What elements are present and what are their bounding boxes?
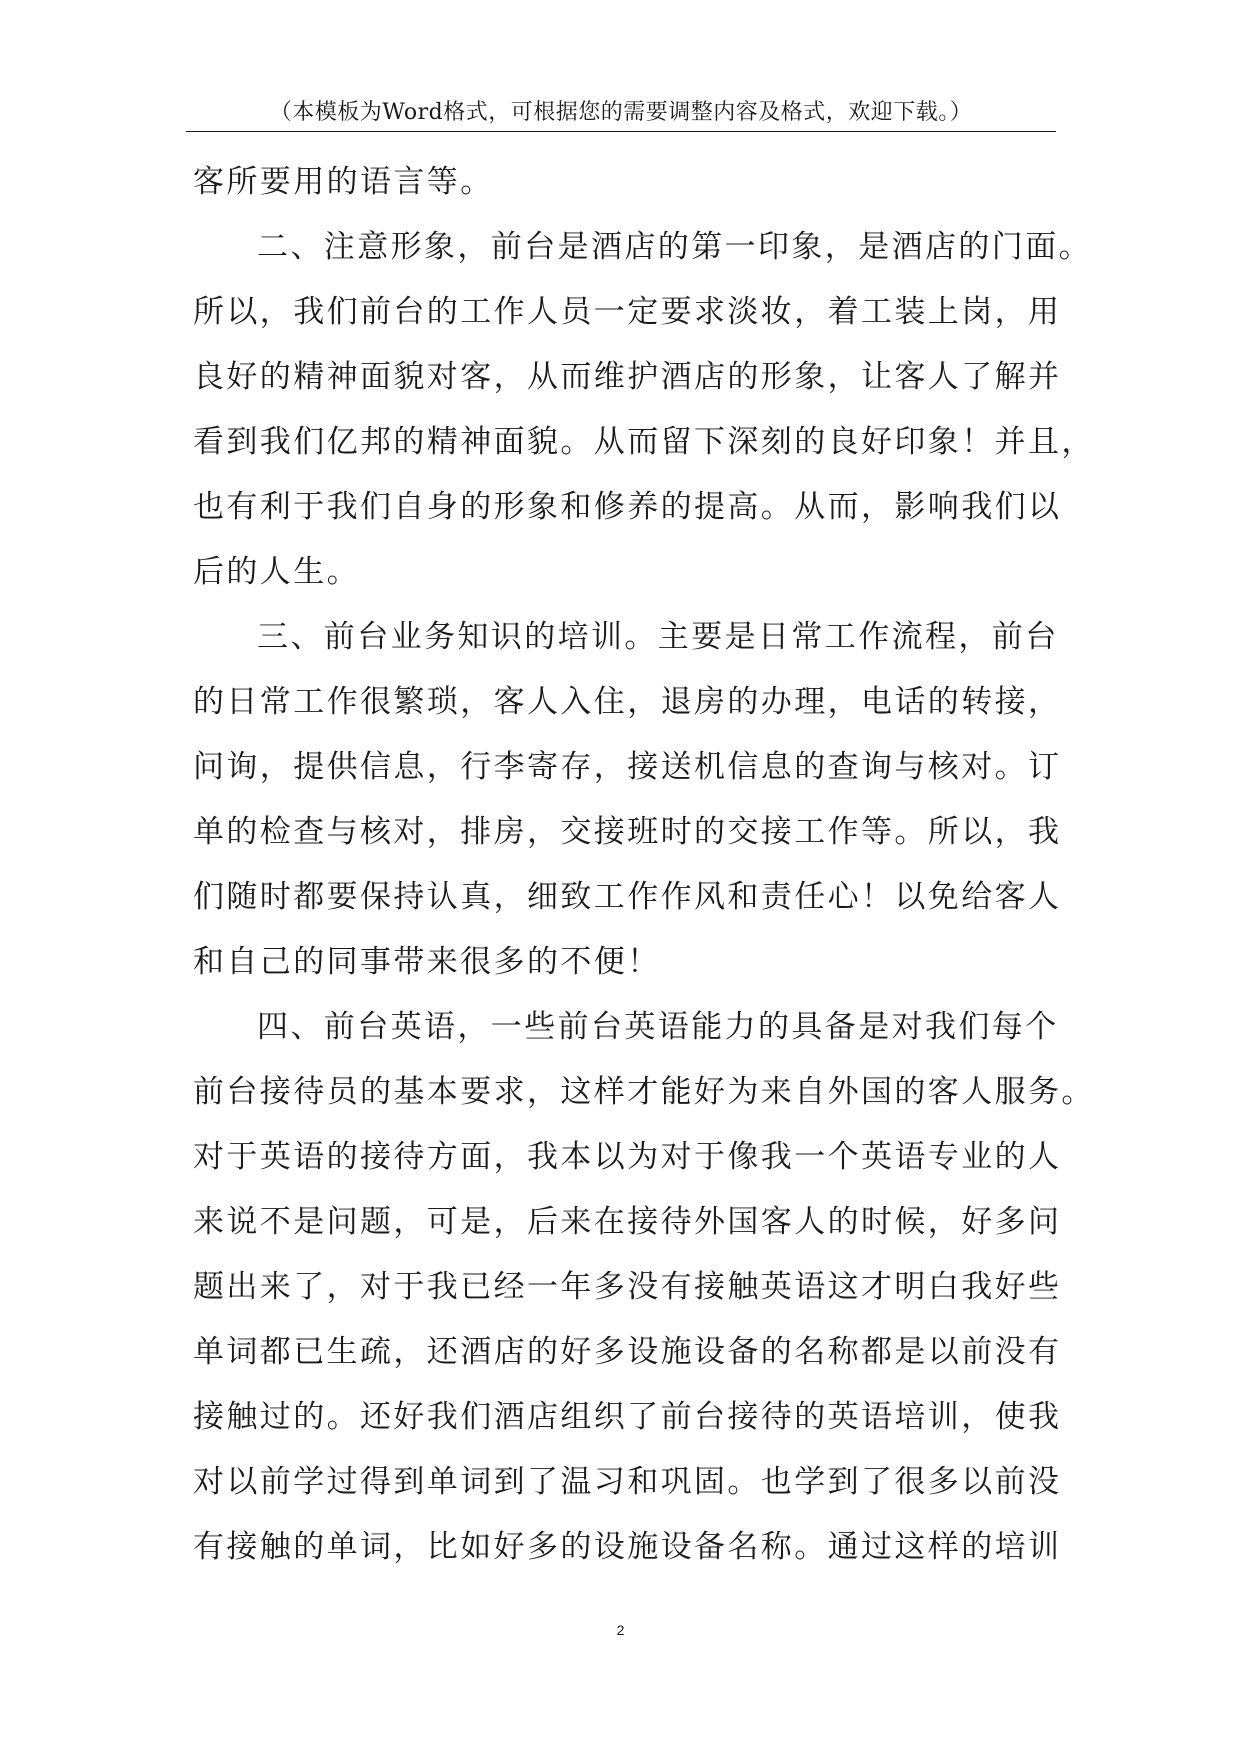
text-line: 有接触的单词，比如好多的设施设备名称。通过这样的培训	[193, 1529, 1062, 1565]
text-line: 问询，提供信息，行李寄存，接送机信息的查询与核对。订	[193, 749, 1062, 785]
text-line: 也有利于我们自身的形象和修养的提高。从而，影响我们以	[193, 489, 1062, 525]
text-line: 单词都已生疏，还酒店的好多设施设备的名称都是以前没有	[193, 1334, 1062, 1370]
text-line: 的日常工作很繁琐，客人入住，退房的办理，电话的转接，	[193, 684, 1062, 720]
text-line: 们随时都要保持认真，细致工作作风和责任心！以免给客人	[193, 879, 1062, 915]
template-note-header: （本模板为Word格式，可根据您的需要调整内容及格式，欢迎下载。）	[269, 100, 973, 125]
text-line: 对于英语的接待方面，我本以为对于像我一个英语专业的人	[193, 1139, 1062, 1175]
paragraph-first-line: 二、注意形象，前台是酒店的第一印象，是酒店的门面。	[257, 229, 1092, 265]
paragraph-first-line: 三、前台业务知识的培训。主要是日常工作流程，前台	[257, 619, 1059, 655]
body-text	[193, 150, 1093, 1580]
text-line: 前台接待员的基本要求，这样才能好为来自外国的客人服务。	[193, 1074, 1095, 1110]
text-line: 单的检查与核对，排房，交接班时的交接工作等。所以，我	[193, 814, 1062, 850]
text-line: 来说不是问题，可是，后来在接待外国客人的时候，好多问	[193, 1204, 1062, 1240]
page-number: 2	[616, 1622, 625, 1638]
text-line: 和自己的同事带来很多的不便！	[193, 944, 661, 980]
header-divider	[186, 131, 1056, 132]
text-line: 所以，我们前台的工作人员一定要求淡妆，着工装上岗，用	[193, 294, 1062, 330]
text-line: 题出来了，对于我已经一年多没有接触英语这才明白我好些	[193, 1269, 1062, 1305]
text-line: 对以前学过得到单词到了温习和巩固。也学到了很多以前没	[193, 1464, 1062, 1500]
paragraph-first-line: 四、前台英语，一些前台英语能力的具备是对我们每个	[257, 1009, 1059, 1045]
text-line: 后的人生。	[193, 554, 360, 590]
text-line: 看到我们亿邦的精神面貌。从而留下深刻的良好印象！并且，	[193, 424, 1095, 460]
text-line: 接触过的。还好我们酒店组织了前台接待的英语培训，使我	[193, 1399, 1062, 1435]
text-line: 客所要用的语言等。	[193, 164, 494, 200]
text-line: 良好的精神面貌对客，从而维护酒店的形象，让客人了解并	[193, 359, 1062, 395]
